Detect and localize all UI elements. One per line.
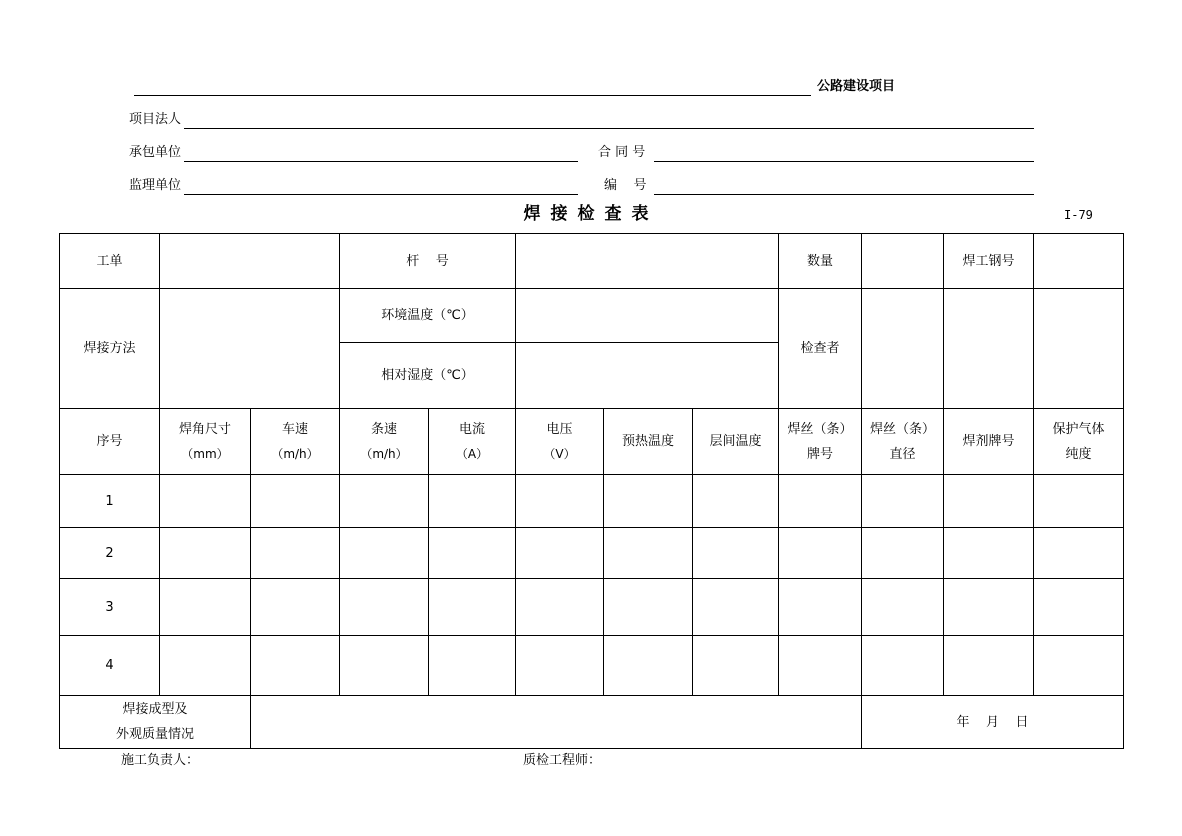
table-cell[interactable] xyxy=(516,528,604,579)
col-wire-brand xyxy=(779,409,862,475)
table-cell[interactable] xyxy=(862,528,944,579)
table-cell[interactable] xyxy=(160,475,251,528)
table-cell[interactable] xyxy=(251,579,340,636)
col-voltage-label: 电压 xyxy=(546,421,573,437)
contract-no-line[interactable] xyxy=(654,161,1034,162)
table-cell[interactable] xyxy=(604,528,693,579)
table-cell[interactable] xyxy=(1034,475,1124,528)
col-bar-speed xyxy=(340,409,429,475)
col-voltage-unit: （V） xyxy=(543,446,576,461)
table-cell[interactable] xyxy=(944,475,1034,528)
form-title: 焊接检查表 xyxy=(523,204,659,224)
quantity-value[interactable] xyxy=(862,234,944,289)
col-fillet-size xyxy=(160,409,251,475)
col-bar-speed-unit: （m/h） xyxy=(360,446,408,461)
col-voltage xyxy=(516,409,604,475)
col-current xyxy=(429,409,516,475)
table-cell[interactable] xyxy=(251,475,340,528)
date-field[interactable]: 年 月 日 xyxy=(862,696,1124,749)
col-wire-diameter-line2: 直径 xyxy=(889,446,916,462)
owner-line[interactable] xyxy=(184,128,1034,129)
table-cell[interactable] xyxy=(862,579,944,636)
inspector-label: 检查者 xyxy=(779,289,862,409)
inspector-value-3[interactable] xyxy=(1034,289,1124,409)
work-order-value[interactable] xyxy=(160,234,340,289)
rod-no-label: 杆 号 xyxy=(340,234,516,289)
table-cell[interactable] xyxy=(604,636,693,696)
contractor-line[interactable] xyxy=(184,161,578,162)
serial-no-line[interactable] xyxy=(654,194,1034,195)
appearance-quality-label xyxy=(60,696,251,749)
row-number: 3 xyxy=(60,579,160,636)
col-gas-purity-line2: 纯度 xyxy=(1065,446,1092,462)
table-row xyxy=(60,579,1124,636)
table-cell[interactable] xyxy=(160,528,251,579)
col-wire-brand-line2: 牌号 xyxy=(807,446,834,462)
table-cell[interactable] xyxy=(693,528,779,579)
table-cell[interactable] xyxy=(944,528,1034,579)
table-cell[interactable] xyxy=(779,475,862,528)
table-cell[interactable] xyxy=(340,636,429,696)
row-number: 1 xyxy=(60,475,160,528)
construction-lead-label: 施工负责人： xyxy=(121,753,200,768)
col-wire-diameter xyxy=(862,409,944,475)
serial-no-label: 编 号 xyxy=(604,178,647,193)
col-car-speed-label: 车速 xyxy=(281,421,308,437)
table-cell[interactable] xyxy=(944,636,1034,696)
table-cell[interactable] xyxy=(862,636,944,696)
table-row xyxy=(60,528,1124,579)
ambient-temp-label: 环境温度（℃） xyxy=(340,289,516,343)
table-cell[interactable] xyxy=(429,475,516,528)
contract-no-label: 合 同 号 xyxy=(598,145,646,160)
table-cell[interactable] xyxy=(516,475,604,528)
relative-humidity-label: 相对湿度（℃） xyxy=(340,343,516,409)
table-cell[interactable] xyxy=(779,579,862,636)
table-cell[interactable] xyxy=(516,636,604,696)
table-cell[interactable] xyxy=(604,475,693,528)
table-cell[interactable] xyxy=(340,579,429,636)
col-wire-diameter-line1: 焊丝（条） xyxy=(870,421,936,437)
welding-method-value[interactable] xyxy=(160,289,340,409)
qc-engineer-label: 质检工程师： xyxy=(523,753,602,768)
project-suffix-label: 公路建设项目 xyxy=(817,79,896,94)
rod-no-value[interactable] xyxy=(516,234,779,289)
col-flux-brand: 焊剂牌号 xyxy=(944,409,1034,475)
relative-humidity-value[interactable] xyxy=(516,343,779,409)
col-car-speed xyxy=(251,409,340,475)
project-name-line[interactable] xyxy=(134,95,811,96)
table-cell[interactable] xyxy=(779,636,862,696)
table-cell[interactable] xyxy=(429,528,516,579)
col-preheat-temp: 预热温度 xyxy=(604,409,693,475)
table-row xyxy=(60,475,1124,528)
col-car-speed-unit: （m/h） xyxy=(271,446,319,461)
col-seq: 序号 xyxy=(60,409,160,475)
row-number: 4 xyxy=(60,636,160,696)
welder-stamp-label: 焊工钢号 xyxy=(944,234,1034,289)
table-cell[interactable] xyxy=(429,579,516,636)
col-wire-brand-line1: 焊丝（条） xyxy=(787,421,853,437)
table-cell[interactable] xyxy=(604,579,693,636)
supervisor-label: 监理单位 xyxy=(129,178,182,193)
table-cell[interactable] xyxy=(693,579,779,636)
appearance-quality-line2: 外观质量情况 xyxy=(115,727,194,742)
table-cell[interactable] xyxy=(340,528,429,579)
table-cell[interactable] xyxy=(340,475,429,528)
welding-method-label: 焊接方法 xyxy=(60,289,160,409)
table-cell[interactable] xyxy=(944,579,1034,636)
table-cell[interactable] xyxy=(862,475,944,528)
table-cell[interactable] xyxy=(693,636,779,696)
col-fillet-size-label: 焊角尺寸 xyxy=(178,421,231,437)
contractor-label: 承包单位 xyxy=(129,145,182,160)
table-cell[interactable] xyxy=(1034,636,1124,696)
table-cell[interactable] xyxy=(1034,528,1124,579)
welder-stamp-value[interactable] xyxy=(1034,234,1124,289)
table-cell[interactable] xyxy=(429,636,516,696)
table-cell[interactable] xyxy=(160,636,251,696)
table-cell[interactable] xyxy=(516,579,604,636)
col-gas-purity xyxy=(1034,409,1124,475)
welding-inspection-table xyxy=(59,233,1124,749)
inspector-value-2[interactable] xyxy=(944,289,1034,409)
appearance-quality-value[interactable] xyxy=(251,696,862,749)
inspector-value-1[interactable] xyxy=(862,289,944,409)
col-gas-purity-line1: 保护气体 xyxy=(1052,421,1105,437)
ambient-temp-value[interactable] xyxy=(516,289,779,343)
col-fillet-size-unit: （mm） xyxy=(181,446,229,461)
table-cell[interactable] xyxy=(251,636,340,696)
table-cell[interactable] xyxy=(1034,579,1124,636)
table-cell[interactable] xyxy=(251,528,340,579)
col-current-unit: （A） xyxy=(455,446,489,461)
form-code: I-79 xyxy=(1064,208,1093,222)
col-current-label: 电流 xyxy=(458,421,485,437)
table-cell[interactable] xyxy=(693,475,779,528)
table-row xyxy=(60,636,1124,696)
row-number: 2 xyxy=(60,528,160,579)
table-cell[interactable] xyxy=(779,528,862,579)
work-order-label: 工单 xyxy=(60,234,160,289)
table-cell[interactable] xyxy=(160,579,251,636)
col-bar-speed-label: 条速 xyxy=(370,421,397,437)
owner-label: 项目法人 xyxy=(129,112,182,127)
quantity-label: 数量 xyxy=(779,234,862,289)
appearance-quality-line1: 焊接成型及 xyxy=(122,702,188,717)
supervisor-line[interactable] xyxy=(184,194,578,195)
col-interpass-temp: 层间温度 xyxy=(693,409,779,475)
